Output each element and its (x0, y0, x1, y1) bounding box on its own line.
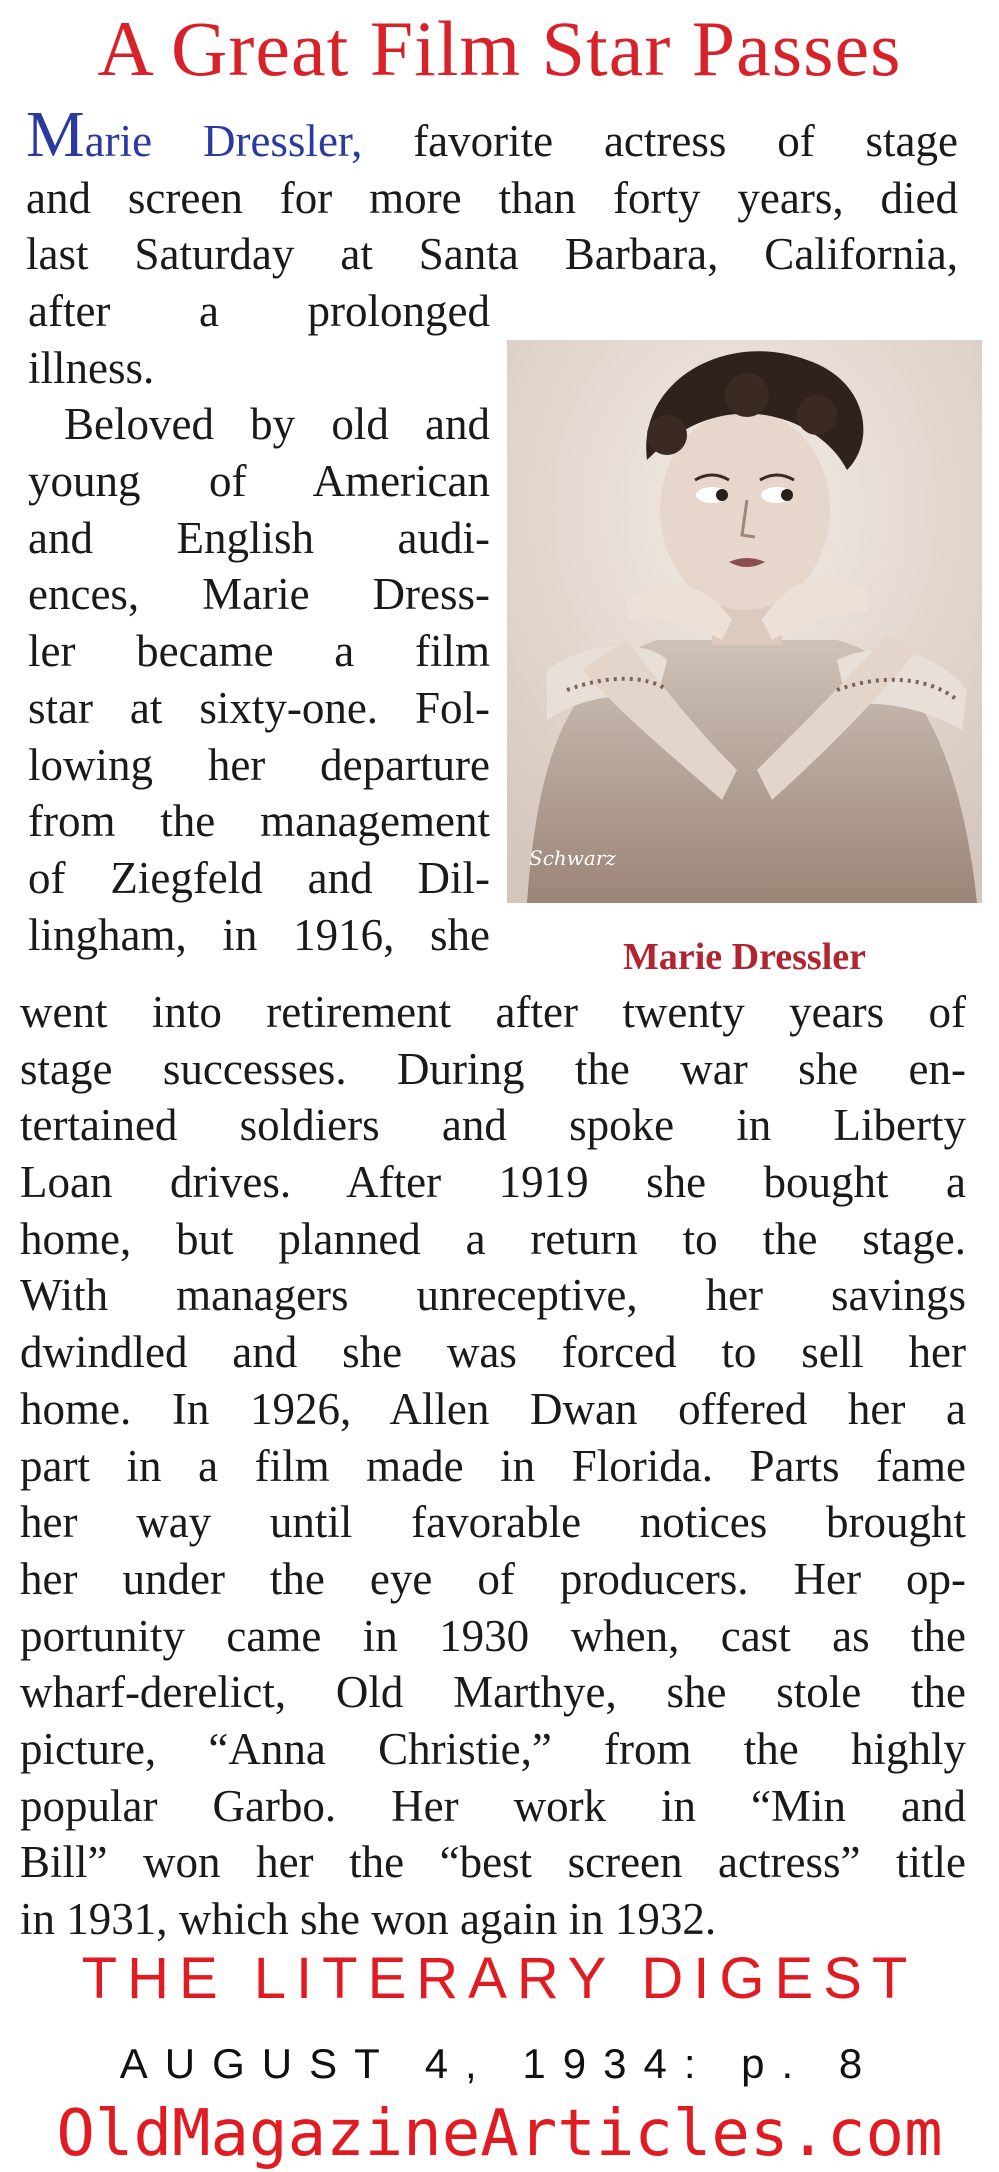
text-line: lingham, in 1916, she (28, 909, 490, 960)
text-line: wharf-derelict, Old Marthye, she stole the (20, 1667, 966, 1718)
article-narrow-column (28, 283, 490, 963)
publication-name: THE LITERARY DIGEST (81, 1946, 918, 2011)
article-body (20, 984, 966, 1948)
text-line: lowing her departure (28, 739, 490, 790)
photographer-signature: Schwarz (529, 846, 616, 870)
text-line: and English audi- (28, 512, 490, 563)
text-line: last Saturday at Santa Barbara, California, (26, 229, 958, 280)
lead-name: arie Dressler, (84, 116, 363, 166)
text-line: her way until favorable notices brought (20, 1497, 966, 1548)
text-line: ences, Marie Dress- (28, 569, 490, 620)
site-watermark: OldMagazineArticles.com (56, 2097, 943, 2171)
text-line: of Ziegfeld and Dil- (28, 852, 490, 903)
text-line: dwindled and she was forced to sell her (20, 1327, 966, 1378)
text-line: part in a film made in Florida. Parts fame (20, 1440, 966, 1491)
drop-cap: M (26, 98, 85, 171)
text-line: portunity came in 1930 when, cast as the (20, 1610, 966, 1661)
text-line: in 1931, which she won again in 1932. (20, 1894, 717, 1944)
publication-date: AUGUST 4, 1934: p. 8 (119, 2040, 880, 2087)
text-line: home. In 1926, Allen Dwan offered her a (20, 1383, 966, 1434)
text-line: tertained soldiers and spoke in Liberty (20, 1100, 966, 1151)
text-line: her under the eye of producers. Her op- (20, 1553, 966, 1604)
text-line: from the management (28, 796, 490, 847)
text-line: With managers unreceptive, her savings (20, 1270, 966, 1321)
text-line: young of American (28, 456, 490, 507)
text-line: home, but planned a return to the stage. (20, 1213, 966, 1264)
article-intro (26, 98, 958, 283)
text-line: and screen for more than forty years, died (26, 172, 958, 223)
text-line: picture, “Anna Christie,” from the highly (20, 1723, 966, 1774)
portrait-photo (507, 340, 982, 903)
text-line: illness. (28, 342, 155, 393)
portrait-illustration (507, 340, 982, 903)
text-line: Beloved by old and (64, 399, 490, 450)
text-line: went into retirement after twenty years of (20, 987, 966, 1037)
text-line: after a prolonged (28, 286, 490, 336)
text-line: ler became a film (28, 626, 490, 677)
text-line: star at sixty-one. Fol- (28, 682, 490, 733)
text-line: Bill” won her the “best screen actress” title (20, 1837, 966, 1888)
text-line: Loan drives. After 1919 she bought a (20, 1157, 966, 1208)
photo-caption: Marie Dressler (622, 936, 866, 978)
headline: A Great Film Star Passes (97, 5, 902, 92)
text-line: Marie Dressler, favorite actress of stage (26, 98, 958, 171)
text-line: popular Garbo. Her work in “Min and (20, 1780, 966, 1831)
text-line: stage successes. During the war she en- (20, 1043, 966, 1094)
